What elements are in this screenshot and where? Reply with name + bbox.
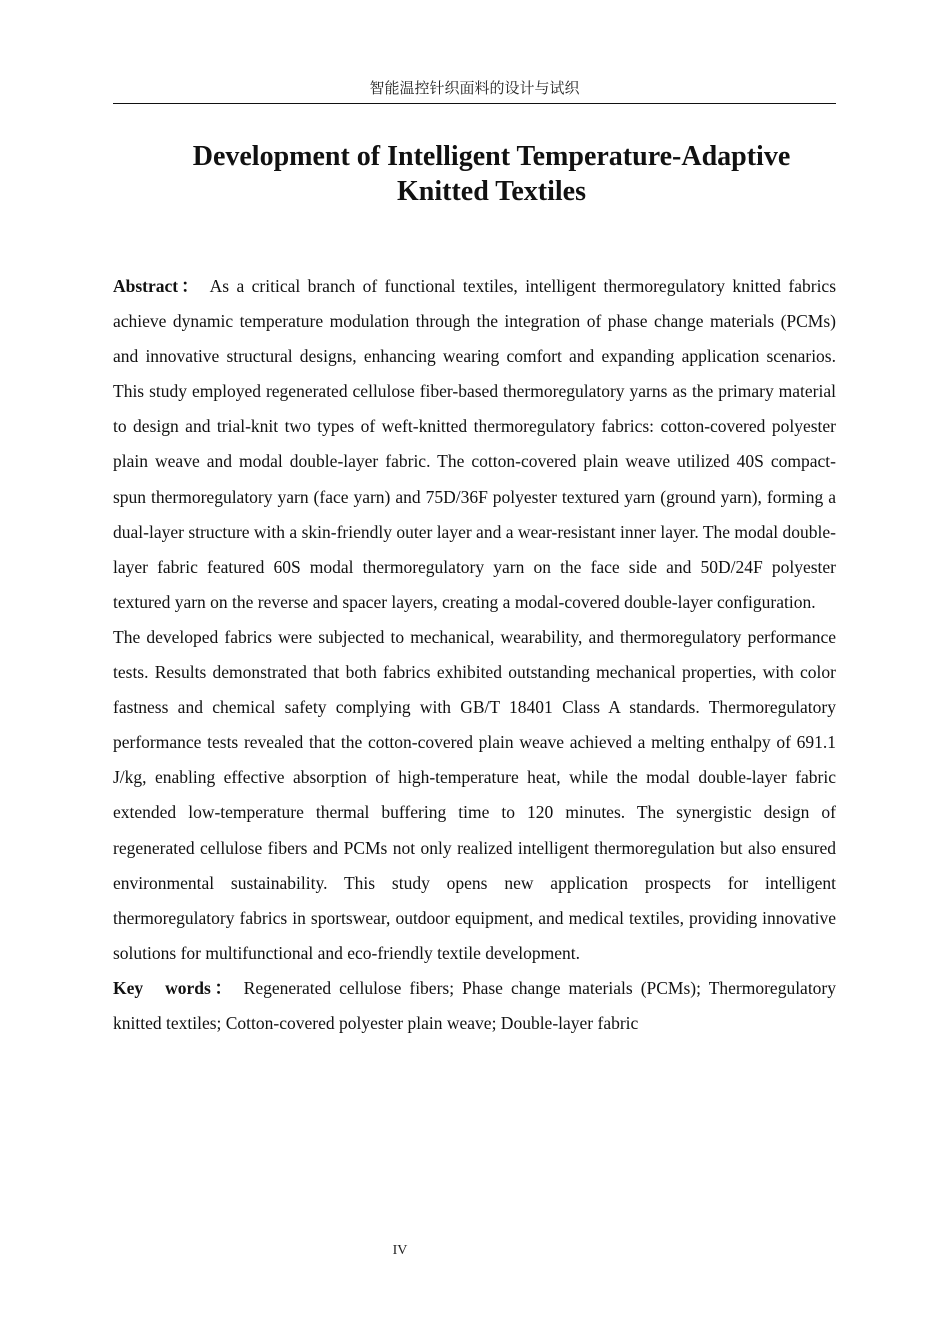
page-number: IV <box>392 1243 408 1258</box>
keywords-label: Key words <box>113 977 211 998</box>
running-header: 智能温控针织面料的设计与试织 <box>369 79 580 97</box>
page-title <box>113 139 870 209</box>
keywords-paragraph <box>113 971 836 1041</box>
title-line-2: Knitted Textiles <box>396 176 586 207</box>
abstract-text-1: As a critical branch of functional textiles, intelligent thermoregulatory knitted fabrics achieve dynamic temperature modulation through the integration of phase change materials (PCMs) and innovative structural designs, enhancing wearing comfort and expanding application scenarios. This study employed regenerated cellulose fiber-based thermoregulatory yarns as the primary material to design and trial-knit two types of weft-knitted thermoregulatory fabrics: cotton-covered polyester plain weave and modal double-layer fabric. The cotton-covered plain weave utilized 40S compact-spun thermoregulatory yarn (face yarn) and 75D/36F polyester textured yarn (ground yarn), forming a dual-layer structure with a skin-friendly outer layer and a wear-resistant inner layer. The modal double-layer fabric featured 60S modal thermoregulatory yarn on the face side and 50D/24F polyester textured yarn on the reverse and spacer layers, creating a modal-covered double-layer configuration. <box>113 276 837 612</box>
title-line-1: Development of Intelligent Temperature-Adaptive <box>192 141 791 172</box>
header-rule <box>113 103 836 104</box>
abstract-paragraph-1 <box>113 269 836 620</box>
abstract-paragraph-2: The developed fabrics were subjected to mechanical, wearability, and thermoregulatory performance tests. Results demonstrated that both fabrics exhibited outstanding mechanical properties, with color fastness and chemical safety complying with GB/T 18401 Class A standards. Thermoregulatory performance tests revealed that the cotton-covered plain weave achieved a melting enthalpy of 691.1 J/kg, enabling effective absorption of high-temperature heat, while the modal double-layer fabric extended low-temperature thermal buffering time to 120 minutes. The synergistic design of regenerated cellulose fibers and PCMs not only realized intelligent thermoregulation but also ensured environmental sustainability. This study opens new application prospects for intelligent thermoregulatory fabrics in sportswear, outdoor equipment, and medical textiles, providing innovative solutions for multifunctional and eco-friendly textile development. <box>113 626 836 963</box>
abstract-section <box>113 269 836 1041</box>
abstract-label: Abstract <box>113 276 179 296</box>
abstract-label-colon: ： <box>178 276 202 296</box>
keywords-label-colon: ： <box>210 977 236 998</box>
keywords-text: Regenerated cellulose fibers; Phase change materials (PCMs); Thermoregulatory knitted textiles; Cotton-covered polyester plain weave; Double-layer fabric <box>113 977 837 1033</box>
